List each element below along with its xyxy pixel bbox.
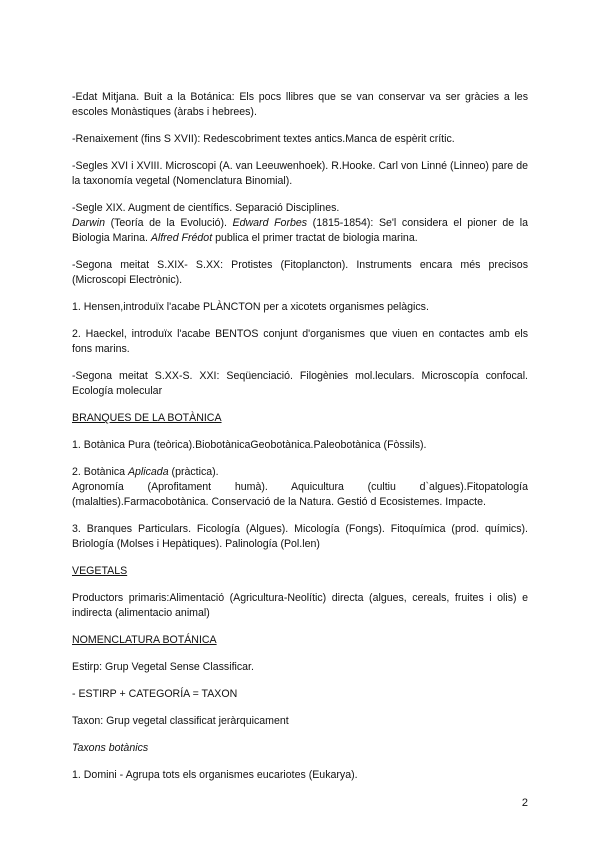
nomenclatura-formula: - ESTIRP + CATEGORÍA = TAXON [72,688,238,700]
paragraph-haeckel: 2. Haeckel, introduïx l'acabe BENTOS conjunt d'organismes que viuen en contactes amb els fons marins. [72,328,528,355]
forbes-name: Edward Forbes [232,217,308,229]
fredot-text: publica el primer tractat de biologia marina. [212,232,418,244]
item2-suffix: (pràctica). [168,466,219,478]
item2-italic: Aplicada [127,466,169,478]
heading-taxons [72,741,528,756]
branques-item-2 [72,465,528,510]
item2-line2: Agronomía (Aprofitament humà). Aquicultura (cultiu d`algues).Fitopatología [72,481,528,493]
heading-branques: BRANQUES DE LA BOTÀNICA [72,412,222,424]
darwin-text: (Teoría de la Evolució). [104,217,233,229]
forbes-text: (1815-1854): Se'l considera el pioner de la Biologia Marina. [72,217,528,244]
nomenclatura-domini: 1. Domini - Agrupa tots els organismes eucariotes (Eukarya). [72,769,358,781]
page-number: 2 [521,797,528,809]
xix-line1: -Segle XIX. Augment de científics. Separació Disciplines. [72,202,340,214]
darwin-name: Darwin [72,217,105,229]
heading-vegetals: VEGETALS [72,565,128,577]
vegetals-text: Productors primaris:Alimentació (Agricultura-Neolític) directa (algues, cereals, fruites i olis) e indirecta (alimentacio animal) [72,592,528,619]
heading-nomenclatura: NOMENCLATURA BOTÁNICA [72,634,217,646]
paragraph-hensen: 1. Hensen,introduïx l'acabe PLÀNCTON per a xicotets organismes pelàgics. [72,301,429,313]
item2-line3: (malalties).Farmacobotànica. Conservació de la Natura. Gestió d Ecosistemes. Impacte. [72,496,486,508]
fredot-name: Alfred Frédot [150,232,213,244]
paragraph-xix-xx: -Segona meitat S.XIX- S.XX: Protistes (Fitoplancton). Instruments encara més precisos (Microscopi Electrònic). [72,259,528,286]
paragraph-xix [72,201,528,246]
item2-prefix: 2. Botànica [72,466,128,478]
nomenclatura-taxon: Taxon: Grup vegetal classificat jeràrquicament [72,715,289,727]
branques-item-3: 3. Branques Particulars. Ficología (Algues). Micología (Fongs). Fitoquímica (prod. químics). Briología (Molses i Hepàtiques). Palinología (Pol.len) [72,523,528,550]
paragraph-xvi-xviii: -Segles XVI i XVIII. Microscopi (A. van Leeuwenhoek). R.Hooke. Carl von Linné (Linneo) pare de la taxonomía vegetal (Nomenclatura Binomial). [72,160,528,187]
paragraph-renaissance: -Renaixement (fins S XVII): Redescobriment textes antics.Manca de espèrit crític. [72,133,455,145]
page-body [72,90,528,795]
paragraph-middle-ages: -Edat Mitjana. Buit a la Botánica: Els pocs llibres que se van conservar va ser gràcies a les escoles Monàstiques (àrabs i hebrees). [72,91,528,118]
branques-item-1: 1. Botànica Pura (teòrica).BiobotànicaGeobotànica.Paleobotànica (Fòssils). [72,439,427,451]
paragraph-xx-xxi: -Segona meitat S.XX-S. XXI: Seqüenciació. Filogènies mol.leculars. Microscopía confocal. Ecología molecular [72,370,528,397]
nomenclatura-estirp: Estirp: Grup Vegetal Sense Classificar. [72,661,254,673]
taxons-heading-text: Taxons botànics [72,742,149,754]
